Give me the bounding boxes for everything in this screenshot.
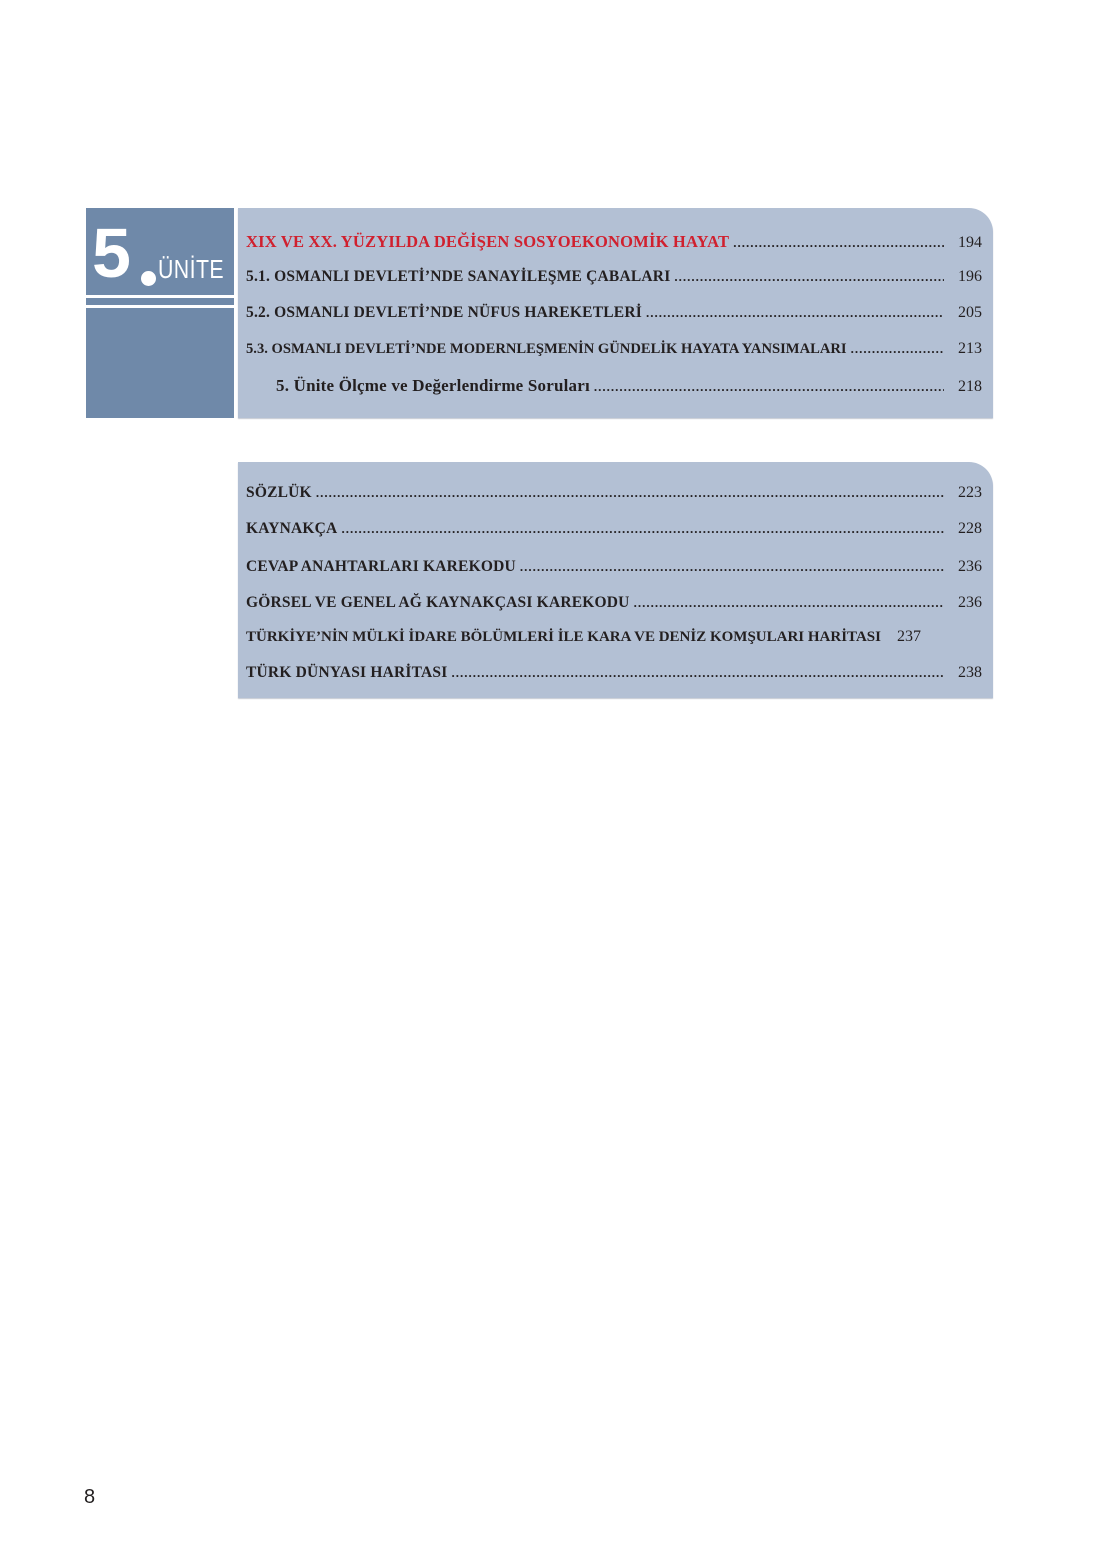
toc-leader-dots — [674, 269, 944, 285]
toc-leader-dots — [594, 379, 944, 395]
toc-entry-page: 223 — [958, 484, 982, 501]
unit-number-dot — [141, 271, 156, 286]
toc-entry-unit-title[interactable] — [246, 232, 982, 258]
toc-entry-cevap-anahtarlari[interactable] — [246, 558, 982, 584]
toc-entry-assessment[interactable] — [276, 376, 982, 402]
toc-entry-page: 194 — [958, 234, 982, 251]
toc-entry-mulki-idare-haritasi[interactable] — [246, 628, 982, 654]
toc-entry-label: 5.3. OSMANLI DEVLETİ’NDE MODERNLEŞMENİN GÜNDELİK HAYATA YANSIMALARI — [246, 341, 847, 357]
toc-leader-dots — [316, 485, 944, 501]
toc-leader-dots — [851, 341, 944, 357]
unit-number: 5 — [92, 214, 129, 292]
toc-entry-page: 218 — [958, 378, 982, 395]
toc-leader-dots — [520, 559, 944, 575]
toc-entry-page: 228 — [958, 520, 982, 537]
toc-leader-dots — [451, 665, 944, 681]
toc-entry-label: TÜRK DÜNYASI HARİTASI — [246, 664, 448, 681]
toc-entry-label: 5.2. OSMANLI DEVLETİ’NDE NÜFUS HAREKETLERİ — [246, 304, 642, 321]
toc-entry-page: 236 — [958, 594, 982, 611]
toc-entry-page: 196 — [958, 268, 982, 285]
toc-entry-label: GÖRSEL VE GENEL AĞ KAYNAKÇASI KAREKODU — [246, 594, 630, 611]
toc-entry-5-2[interactable] — [246, 304, 982, 330]
unit-toc-panel — [238, 208, 993, 418]
appendix-toc-panel — [238, 462, 993, 698]
toc-entry-sozluk[interactable] — [246, 484, 982, 510]
toc-entry-turk-dunyasi-haritasi[interactable] — [246, 664, 982, 690]
toc-entry-label: 5.1. OSMANLI DEVLETİ’NDE SANAYİLEŞME ÇABALARI — [246, 268, 671, 285]
toc-entry-5-3[interactable] — [246, 340, 982, 366]
toc-entry-page: 205 — [958, 304, 982, 321]
toc-entry-label: CEVAP ANAHTARLARI KAREKODU — [246, 558, 516, 575]
toc-entry-5-1[interactable] — [246, 268, 982, 294]
toc-leader-dots — [646, 305, 944, 321]
toc-entry-page: 213 — [958, 340, 982, 357]
toc-entry-page: 238 — [958, 664, 982, 681]
toc-entry-label: SÖZLÜK — [246, 484, 312, 501]
toc-entry-label: 5. Ünite Ölçme ve Değerlendirme Soruları — [276, 376, 590, 395]
toc-entry-label: XIX VE XX. YÜZYILDA DEĞİŞEN SOSYOEKONOMİK HAYAT — [246, 232, 730, 251]
unit-word: ÜNİTE — [158, 254, 225, 284]
toc-entry-label: TÜRKİYE’NİN MÜLKİ İDARE BÖLÜMLERİ İLE KARA VE DENİZ KOMŞULARI HARİTASI — [246, 629, 881, 645]
badge-divider-line — [86, 295, 234, 298]
toc-entry-gorsel-kaynakca[interactable] — [246, 594, 982, 620]
toc-leader-dots — [733, 235, 944, 251]
toc-leader-dots — [634, 595, 944, 611]
toc-entry-label: KAYNAKÇA — [246, 520, 338, 537]
badge-divider-line — [86, 305, 234, 308]
toc-entry-page: 236 — [958, 558, 982, 575]
page-number: 8 — [84, 1486, 96, 1508]
unit-badge — [86, 208, 234, 418]
toc-entry-kaynakca[interactable] — [246, 520, 982, 546]
toc-leader-dots — [341, 521, 944, 537]
toc-entry-page: 237 — [896, 628, 921, 645]
